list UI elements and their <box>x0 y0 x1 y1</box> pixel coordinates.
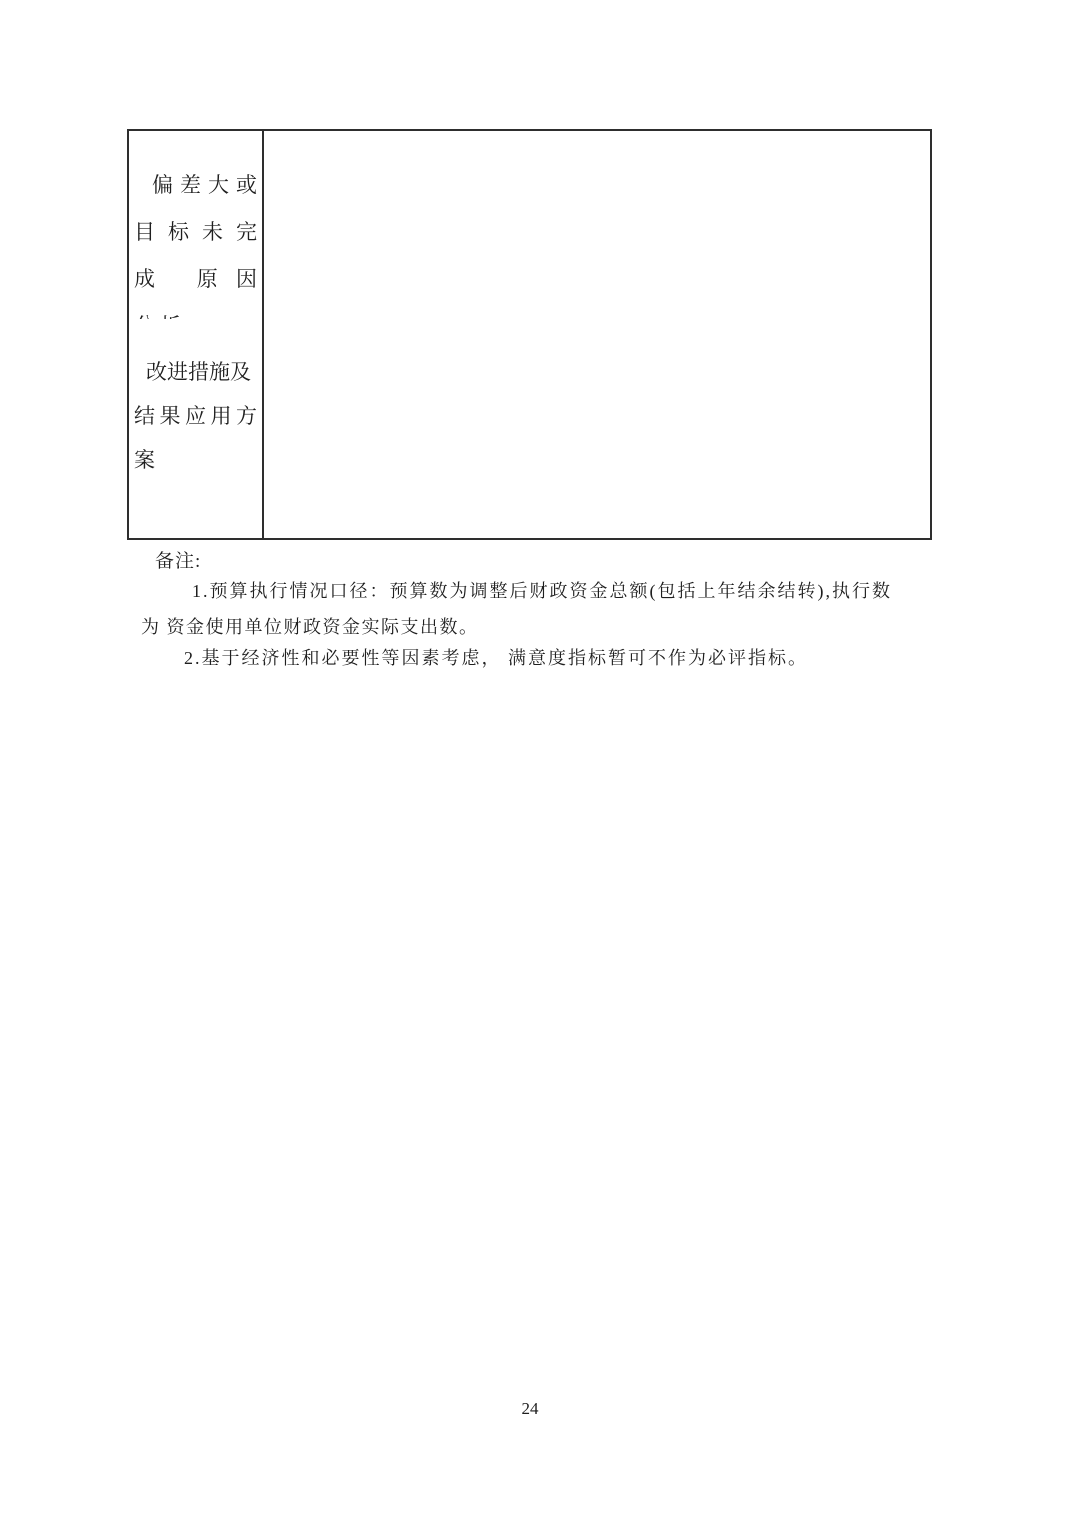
label-line: 成 原因 <box>134 267 257 291</box>
cell-deviation-analysis-content <box>264 131 930 319</box>
label-line: 目标未完 <box>134 220 257 244</box>
note-1-line-2: 为 资金使用单位财政资金实际支出数。 <box>141 617 479 637</box>
label-line: 改进措施及 <box>146 360 251 384</box>
label-line: 案 <box>134 448 160 472</box>
note-2: 2.基于经济性和必要性等因素考虑， 满意度指标暂可不作为必评指标。 <box>184 648 808 668</box>
page-number: 24 <box>521 1399 539 1418</box>
note-1-line-1: 1.预算执行情况口径：预算数为调整后财政资金总额(包括上年结余结转),执行数 <box>192 581 892 601</box>
label-line: 偏差大或 <box>152 173 257 197</box>
notes-heading: 备注: <box>155 551 202 572</box>
row-label-deviation-analysis <box>129 131 264 319</box>
row-label-improvement-plan <box>129 319 264 538</box>
evaluation-form-table <box>127 129 932 540</box>
cell-improvement-plan-content <box>264 319 930 538</box>
label-line: 结果应用方 <box>134 404 257 428</box>
